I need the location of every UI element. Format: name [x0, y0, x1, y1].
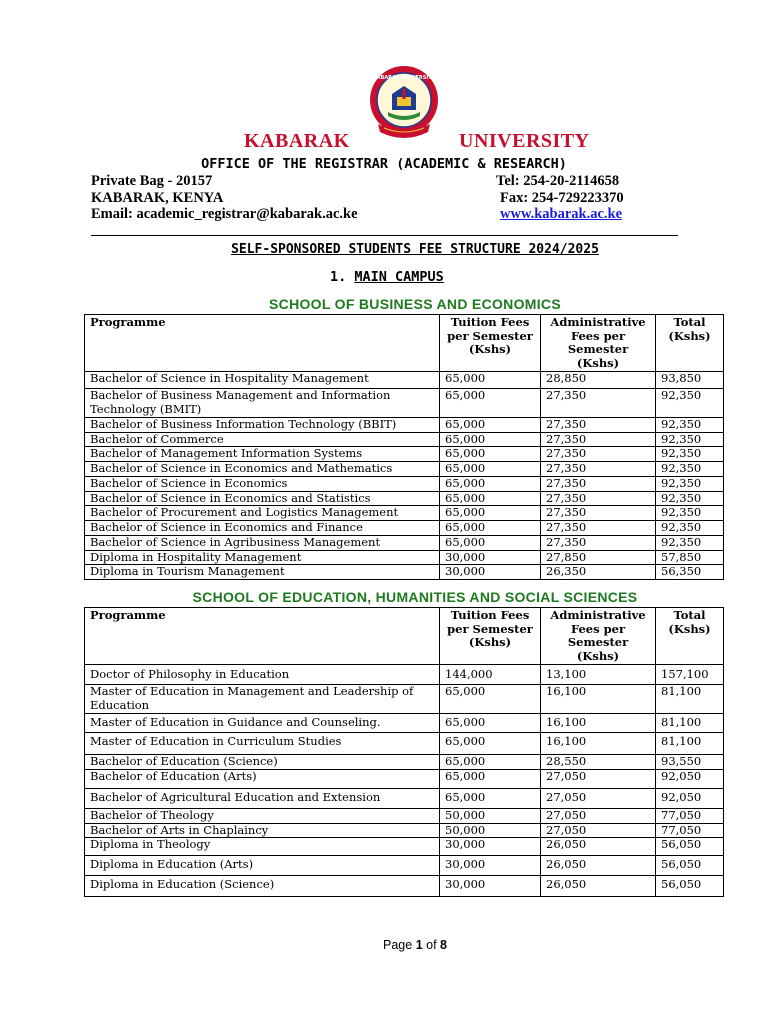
page-footer	[0, 938, 768, 952]
table-cell: Diploma in Education (Science)	[85, 876, 440, 897]
school-heading: SCHOOL OF EDUCATION, HUMANITIES AND SOCIAL SCIENCES	[192, 589, 638, 605]
table-cell: 16,100	[541, 714, 656, 733]
table-row	[85, 876, 724, 897]
header-total: Total (Kshs)	[656, 315, 724, 372]
university-name-right: UNIVERSITY	[459, 130, 590, 152]
table-cell: 65,000	[440, 506, 541, 521]
table-row	[85, 418, 724, 433]
table-cell: 27,350	[541, 447, 656, 462]
table-row	[85, 755, 724, 770]
table-cell: 81,100	[656, 733, 724, 755]
table-cell: 65,000	[440, 536, 541, 551]
header-programme: Programme	[85, 315, 440, 372]
table-cell: 56,050	[656, 876, 724, 897]
table-cell: Bachelor of Science in Hospitality Management	[85, 372, 440, 389]
campus-name: MAIN CAMPUS	[354, 269, 444, 285]
table-row	[85, 856, 724, 876]
table-cell: 30,000	[440, 550, 541, 565]
table-cell: 27,350	[541, 389, 656, 418]
table-cell: 65,000	[440, 714, 541, 733]
table-row	[85, 838, 724, 856]
table-cell: 92,350	[656, 506, 724, 521]
table-cell: Bachelor of Science in Economics	[85, 476, 440, 491]
table-cell: 144,000	[440, 665, 541, 685]
table-row	[85, 550, 724, 565]
table-row	[85, 461, 724, 476]
table-row	[85, 809, 724, 824]
table-row	[85, 447, 724, 462]
table-cell: 65,000	[440, 789, 541, 809]
table-cell: 27,050	[541, 789, 656, 809]
fax: Fax: 254-729223370	[500, 190, 624, 206]
table-cell: Bachelor of Education (Arts)	[85, 770, 440, 789]
table-cell: 27,350	[541, 418, 656, 433]
header-tuition: Tuition Fees per Semester (Kshs)	[440, 315, 541, 372]
table-cell: 77,050	[656, 823, 724, 838]
table-cell: 56,350	[656, 565, 724, 580]
table-cell: 92,350	[656, 432, 724, 447]
table-cell: 26,350	[541, 565, 656, 580]
table-row	[85, 389, 724, 418]
table-cell: 30,000	[440, 565, 541, 580]
table-cell: 92,350	[656, 389, 724, 418]
table-cell: 27,350	[541, 432, 656, 447]
table-cell: 28,550	[541, 755, 656, 770]
page-label: Page	[383, 938, 413, 952]
telephone: Tel: 254-20-2114658	[496, 173, 620, 189]
table-row	[85, 823, 724, 838]
kabarak-university-crest-icon	[364, 64, 444, 146]
table-cell: 77,050	[656, 809, 724, 824]
table-cell: 26,050	[541, 856, 656, 876]
table-row	[85, 685, 724, 714]
table-cell: 16,100	[541, 733, 656, 755]
table-cell: 30,000	[440, 838, 541, 856]
table-cell: Bachelor of Commerce	[85, 432, 440, 447]
table-cell: 65,000	[440, 521, 541, 536]
table-cell: 93,550	[656, 755, 724, 770]
table-cell: 65,000	[440, 389, 541, 418]
fee-table-education	[84, 607, 724, 897]
table-cell: 56,050	[656, 838, 724, 856]
table-cell: 92,350	[656, 491, 724, 506]
table-cell: Diploma in Education (Arts)	[85, 856, 440, 876]
table-row	[85, 714, 724, 733]
table-row	[85, 770, 724, 789]
table-row	[85, 432, 724, 447]
table-cell: 92,350	[656, 461, 724, 476]
table-cell: 27,350	[541, 476, 656, 491]
table-cell: 92,050	[656, 789, 724, 809]
fee-table-business	[84, 314, 724, 580]
table-cell: Bachelor of Business Management and Information Technology (BMIT)	[85, 389, 440, 418]
table-cell: 92,350	[656, 476, 724, 491]
table-cell: 16,100	[541, 685, 656, 714]
table-cell: Bachelor of Science in Agribusiness Management	[85, 536, 440, 551]
table-cell: Bachelor of Science in Economics and Statistics	[85, 491, 440, 506]
table-cell: 92,350	[656, 447, 724, 462]
table-cell: Doctor of Philosophy in Education	[85, 665, 440, 685]
table-cell: 50,000	[440, 823, 541, 838]
table-cell: Diploma in Theology	[85, 838, 440, 856]
table-cell: 27,350	[541, 491, 656, 506]
campus-heading	[330, 269, 444, 285]
university-name-left: KABARAK	[244, 130, 350, 152]
table-cell: 65,000	[440, 476, 541, 491]
table-cell: 81,100	[656, 685, 724, 714]
table-row	[85, 372, 724, 389]
website-link[interactable]: www.kabarak.ac.ke	[500, 206, 623, 222]
header-tuition: Tuition Fees per Semester (Kshs)	[440, 608, 541, 665]
header-admin: Administrative Fees per Semester (Kshs)	[541, 315, 656, 372]
table-cell: Bachelor of Science in Economics and Finance	[85, 521, 440, 536]
table-cell: Bachelor of Education (Science)	[85, 755, 440, 770]
table-row	[85, 476, 724, 491]
table-cell: 65,000	[440, 685, 541, 714]
header-divider	[91, 235, 678, 236]
table-cell: 27,850	[541, 550, 656, 565]
table-cell: 65,000	[440, 491, 541, 506]
table-cell: Bachelor of Science in Economics and Mathematics	[85, 461, 440, 476]
table-cell: 65,000	[440, 770, 541, 789]
table-cell: 30,000	[440, 856, 541, 876]
table-cell: Diploma in Hospitality Management	[85, 550, 440, 565]
table-cell: Bachelor of Arts in Chaplaincy	[85, 823, 440, 838]
table-cell: 28,850	[541, 372, 656, 389]
table-cell: Master of Education in Guidance and Counseling.	[85, 714, 440, 733]
table-cell: 65,000	[440, 418, 541, 433]
table-cell: Bachelor of Management Information Systems	[85, 447, 440, 462]
header-programme: Programme	[85, 608, 440, 665]
table-cell: 92,350	[656, 521, 724, 536]
table-row	[85, 536, 724, 551]
table-row	[85, 665, 724, 685]
table-row	[85, 491, 724, 506]
table-cell: 81,100	[656, 714, 724, 733]
table-row	[85, 506, 724, 521]
table-cell: Bachelor of Procurement and Logistics Management	[85, 506, 440, 521]
table-cell: Master of Education in Curriculum Studies	[85, 733, 440, 755]
table-cell: 157,100	[656, 665, 724, 685]
table-cell: Bachelor of Business Information Technology (BBIT)	[85, 418, 440, 433]
campus-number: 1.	[330, 269, 347, 285]
table-cell: 65,000	[440, 447, 541, 462]
table-cell: 65,000	[440, 461, 541, 476]
table-cell: 56,050	[656, 856, 724, 876]
table-cell: Bachelor of Agricultural Education and Extension	[85, 789, 440, 809]
school-heading: SCHOOL OF BUSINESS AND ECONOMICS	[269, 296, 561, 312]
postal-address: Private Bag - 20157	[91, 173, 213, 189]
location: KABARAK, KENYA	[91, 190, 224, 206]
table-cell: 26,050	[541, 838, 656, 856]
table-cell: 27,350	[541, 506, 656, 521]
table-cell: 93,850	[656, 372, 724, 389]
table-cell: 30,000	[440, 876, 541, 897]
table-row	[85, 733, 724, 755]
office-title: OFFICE OF THE REGISTRAR (ACADEMIC & RESEARCH)	[201, 156, 567, 172]
table-cell: 65,000	[440, 432, 541, 447]
page-total: 8	[440, 938, 447, 952]
table-cell: 27,350	[541, 521, 656, 536]
table-cell: 57,850	[656, 550, 724, 565]
table-cell: 92,350	[656, 536, 724, 551]
table-cell: 27,050	[541, 823, 656, 838]
table-cell: 27,050	[541, 809, 656, 824]
table-row	[85, 565, 724, 580]
table-cell: 27,350	[541, 461, 656, 476]
svg-text:KABARAK UNIVERSITY: KABARAK UNIVERSITY	[372, 75, 436, 81]
table-row	[85, 521, 724, 536]
table-cell: 27,050	[541, 770, 656, 789]
table-cell: 65,000	[440, 755, 541, 770]
header-admin: Administrative Fees per Semester (Kshs)	[541, 608, 656, 665]
table-cell: Bachelor of Theology	[85, 809, 440, 824]
table-cell: 92,350	[656, 418, 724, 433]
table-cell: 50,000	[440, 809, 541, 824]
email-address: Email: academic_registrar@kabarak.ac.ke	[91, 206, 358, 222]
page-of: of	[426, 938, 437, 952]
document-title: SELF-SPONSORED STUDENTS FEE STRUCTURE 2024/2025	[231, 242, 599, 257]
table-cell: 92,050	[656, 770, 724, 789]
table-cell: 65,000	[440, 372, 541, 389]
table-cell: 65,000	[440, 733, 541, 755]
table-cell: 27,350	[541, 536, 656, 551]
table-cell: Master of Education in Management and Leadership of Education	[85, 685, 440, 714]
header-total: Total (Kshs)	[656, 608, 724, 665]
table-cell: 26,050	[541, 876, 656, 897]
page-number: 1	[415, 938, 423, 952]
table-cell: Diploma in Tourism Management	[85, 565, 440, 580]
table-cell: 13,100	[541, 665, 656, 685]
table-row	[85, 789, 724, 809]
